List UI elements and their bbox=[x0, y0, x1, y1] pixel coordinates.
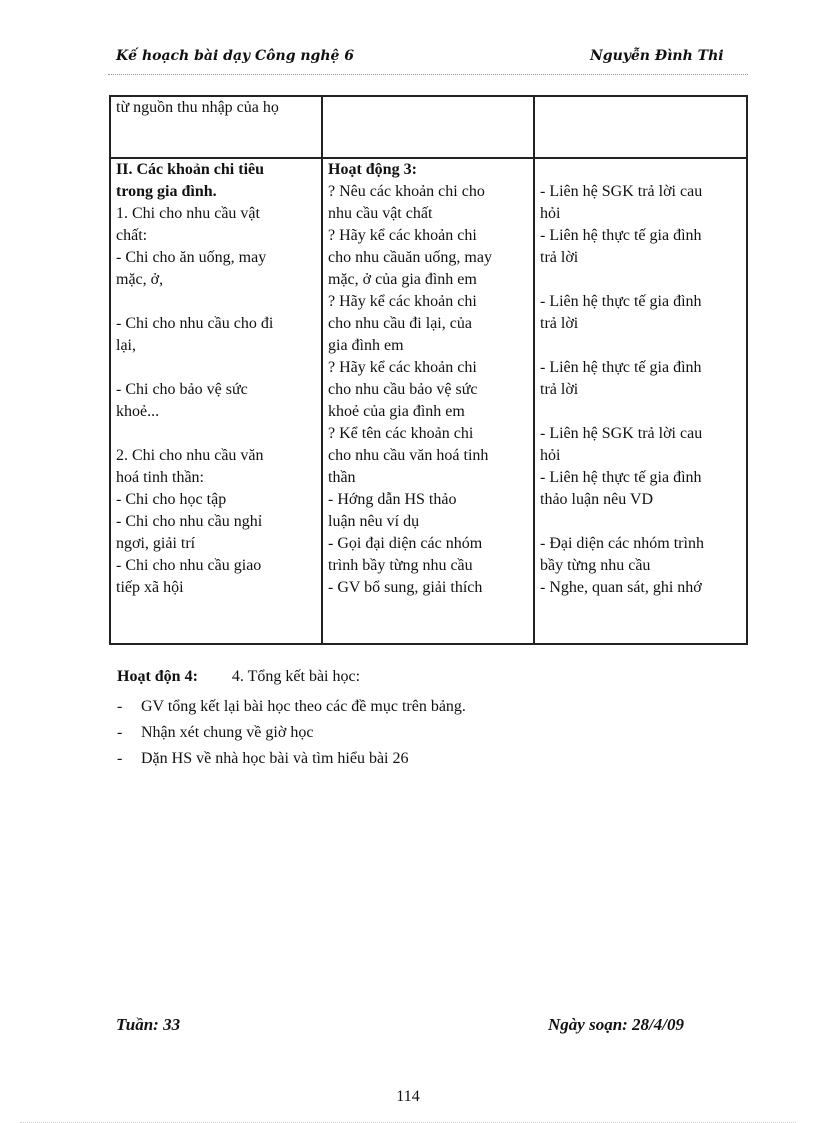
cell-line: mặc, ở, bbox=[116, 271, 164, 288]
cell-line: - Liên hệ SGK trả lời cau bbox=[540, 425, 703, 442]
cell-line: ? Hãy kể các khoản chi bbox=[328, 359, 477, 376]
table-row bbox=[110, 158, 747, 644]
cell-line: - Chi cho bảo vệ sức bbox=[116, 381, 248, 398]
cell-line: khoẻ của gia đình em bbox=[328, 403, 465, 420]
bullet-text: Nhận xét chung về giờ học bbox=[141, 724, 314, 741]
bullet-dash: - bbox=[117, 724, 123, 741]
cell-line: cho nhu cầu đi lại, của bbox=[328, 315, 472, 332]
summary-bullets bbox=[117, 694, 466, 772]
cell-line bbox=[540, 159, 741, 181]
cell-line: trình bầy từng nhu cầu bbox=[328, 557, 473, 574]
cell-line: khoẻ... bbox=[116, 403, 160, 420]
cell-line: chất: bbox=[116, 227, 148, 244]
bullet-text: GV tổng kết lại bài học theo các đề mục trên bảng. bbox=[141, 698, 466, 715]
content-column bbox=[110, 158, 322, 644]
cell-line: 1. Chi cho nhu cầu vật bbox=[116, 205, 260, 222]
cell-line: - Liên hệ thực tế gia đình bbox=[540, 293, 702, 310]
cell-line: trả lời bbox=[540, 249, 579, 266]
cell-line: ? Kể tên các khoản chi bbox=[328, 425, 474, 442]
cell-line: trả lời bbox=[540, 315, 579, 332]
cell-line: luận nêu ví dụ bbox=[328, 513, 420, 530]
table-row bbox=[110, 96, 747, 158]
cell-line: tiếp xã hội bbox=[116, 579, 184, 596]
lesson-table bbox=[109, 95, 748, 645]
section-heading-cont: trong gia đình. bbox=[116, 183, 217, 200]
list-item bbox=[117, 694, 466, 720]
cell-line: - Liên hệ thực tế gia đình bbox=[540, 227, 702, 244]
table-cell: từ nguồn thu nhập của họ bbox=[110, 96, 322, 158]
cell-line: hoá tinh thần: bbox=[116, 469, 204, 486]
cell-line: - Đại diện các nhóm trình bbox=[540, 535, 704, 552]
cell-line: - GV bổ sung, giải thích bbox=[328, 579, 483, 596]
cell-line: - Chi cho nhu cầu nghỉ bbox=[116, 513, 263, 530]
cell-line: gia đình em bbox=[328, 337, 404, 354]
cell-line: cho nhu cầuăn uống, may bbox=[328, 249, 492, 266]
cell-line: bầy từng nhu cầu bbox=[540, 557, 651, 574]
teacher-activity-column bbox=[322, 158, 534, 644]
cell-line: ? Hãy kể các khoản chi bbox=[328, 227, 477, 244]
header-author: Nguyễn Đình Thi bbox=[590, 48, 724, 64]
table-cell bbox=[534, 96, 747, 158]
cell-line: trả lời bbox=[540, 381, 579, 398]
bullet-dash: - bbox=[117, 750, 123, 767]
cell-line: - Liên hệ thực tế gia đình bbox=[540, 469, 702, 486]
header-left-title: Kế hoạch bài dạy Công nghệ 6 bbox=[116, 48, 355, 64]
cell-line: thảo luận nêu VD bbox=[540, 491, 654, 508]
summary-heading bbox=[117, 668, 360, 686]
bullet-dash: - bbox=[117, 698, 123, 715]
student-lines bbox=[540, 159, 741, 599]
cell-line bbox=[540, 511, 741, 533]
cell-line bbox=[540, 269, 741, 291]
cell-line: thần bbox=[328, 469, 356, 486]
summary-title: Hoạt độn 4: bbox=[117, 668, 198, 685]
list-item bbox=[117, 746, 466, 772]
cell-line bbox=[116, 423, 316, 445]
teacher-lines bbox=[328, 181, 528, 599]
cell-line: lại, bbox=[116, 337, 136, 354]
cell-line: - Chi cho học tập bbox=[116, 491, 227, 508]
section-heading: II. Các khoản chi tiêu bbox=[116, 161, 265, 178]
cell-line: - Chi cho nhu cầu giao bbox=[116, 557, 262, 574]
cell-line bbox=[116, 357, 316, 379]
activity-heading: Hoạt động 3: bbox=[328, 161, 417, 178]
cell-line: - Nghe, quan sát, ghi nhớ bbox=[540, 579, 702, 596]
student-activity-column bbox=[534, 158, 747, 644]
cell-line: - Chi cho ăn uống, may bbox=[116, 249, 267, 266]
content-lines bbox=[116, 203, 316, 599]
header-rule bbox=[108, 74, 748, 75]
cell-line: mặc, ở của gia đình em bbox=[328, 271, 477, 288]
cell-line: cho nhu cầu bảo vệ sức bbox=[328, 381, 478, 398]
cell-line: cho nhu cầu văn hoá tinh bbox=[328, 447, 489, 464]
cell-line: ngơi, giải trí bbox=[116, 535, 196, 552]
cell-line bbox=[116, 291, 316, 313]
footer-date: Ngày soạn: 28/4/09 bbox=[548, 1015, 684, 1034]
cell-line bbox=[540, 335, 741, 357]
summary-subtitle: 4. Tổng kết bài học: bbox=[231, 668, 361, 685]
cell-line: - Hớng dẫn HS thảo bbox=[328, 491, 457, 508]
cell-line: - Gọi đại diện các nhóm bbox=[328, 535, 483, 552]
footer-week: Tuần: 33 bbox=[116, 1015, 181, 1034]
cell-line: ? Hãy kể các khoản chi bbox=[328, 293, 477, 310]
table-cell bbox=[322, 96, 534, 158]
list-item bbox=[117, 720, 466, 746]
cell-line: - Liên hệ thực tế gia đình bbox=[540, 359, 702, 376]
cell-line: - Chi cho nhu cầu cho đi bbox=[116, 315, 274, 332]
cell-line: ? Nêu các khoản chi cho bbox=[328, 183, 485, 200]
cell-line: nhu cầu vật chất bbox=[328, 205, 433, 222]
cell-line: hỏi bbox=[540, 205, 561, 222]
cell-line: 2. Chi cho nhu cầu văn bbox=[116, 447, 264, 464]
cell-line: hỏi bbox=[540, 447, 561, 464]
page-number: 114 bbox=[396, 1088, 420, 1105]
bullet-text: Dặn HS về nhà học bài và tìm hiểu bài 26 bbox=[141, 750, 409, 767]
cell-line bbox=[540, 401, 741, 423]
cell-line: - Liên hệ SGK trả lời cau bbox=[540, 183, 703, 200]
